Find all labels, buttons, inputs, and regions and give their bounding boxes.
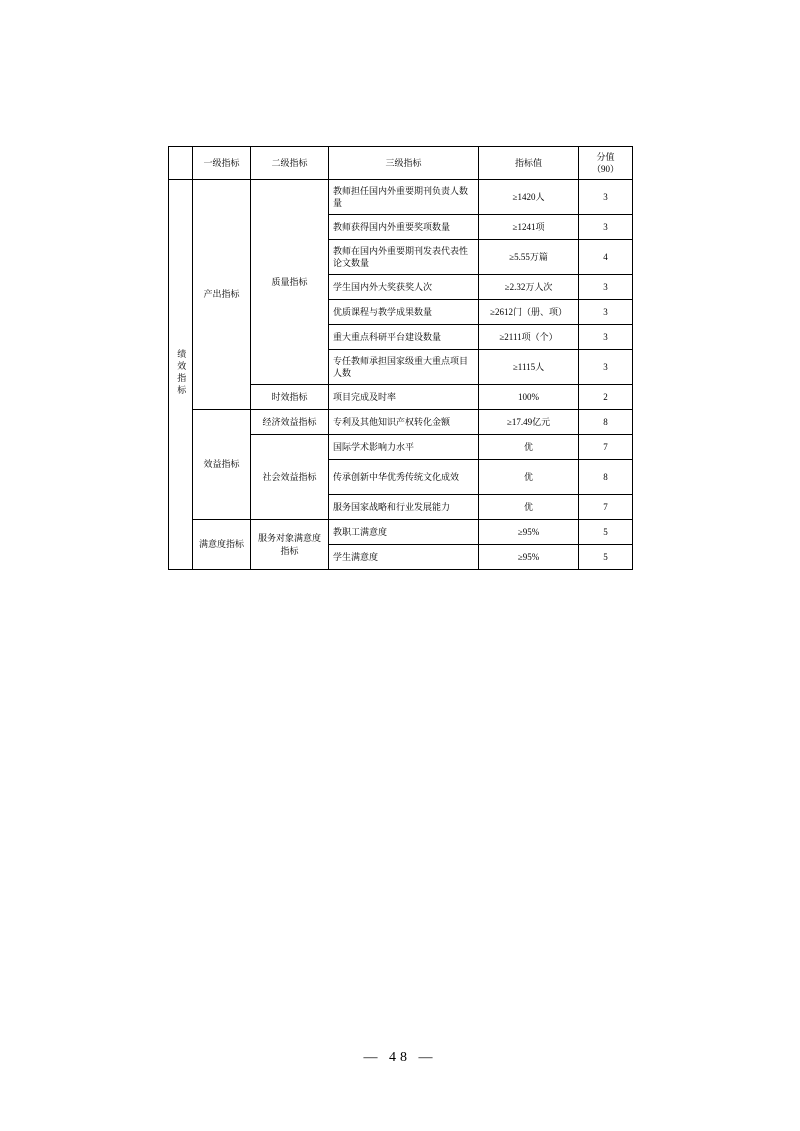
header-score-sub: （90） xyxy=(591,164,619,174)
performance-indicator-table xyxy=(168,146,633,570)
row-level3: 项目完成及时率 xyxy=(329,385,479,410)
header-value: 指标值 xyxy=(479,147,579,180)
row-score: 2 xyxy=(579,385,633,410)
row-value: 优 xyxy=(479,460,579,495)
row-value: ≥95% xyxy=(479,520,579,545)
row-value: ≥1420人 xyxy=(479,180,579,215)
table-row xyxy=(169,180,633,215)
subgroup-timeliness-cell: 时效指标 xyxy=(251,385,329,410)
row-value: ≥17.49亿元 xyxy=(479,410,579,435)
subgroup-economic-cell: 经济效益指标 xyxy=(251,410,329,435)
table-row xyxy=(169,410,633,435)
row-value: ≥1115人 xyxy=(479,350,579,385)
row-score: 8 xyxy=(579,460,633,495)
row-value: 100% xyxy=(479,385,579,410)
row-level3: 传承创新中华优秀传统文化成效 xyxy=(329,460,479,495)
page-number: — 48 — xyxy=(363,1050,437,1065)
subgroup-service-object-cell: 服务对象满意度指标 xyxy=(251,520,329,570)
row-value: ≥2.32万人次 xyxy=(479,275,579,300)
row-level3: 学生满意度 xyxy=(329,545,479,570)
row-score: 7 xyxy=(579,495,633,520)
row-level3: 学生国内外大奖获奖人次 xyxy=(329,275,479,300)
row-level3: 教师担任国内外重要期刊负责人数量 xyxy=(329,180,479,215)
row-level3: 专利及其他知识产权转化金额 xyxy=(329,410,479,435)
row-value: ≥1241项 xyxy=(479,215,579,240)
row-level3: 教师在国内外重要期刊发表代表性论文数量 xyxy=(329,240,479,275)
row-level3: 重大重点科研平台建设数量 xyxy=(329,325,479,350)
group-benefit-cell: 效益指标 xyxy=(193,410,251,520)
row-value: 优 xyxy=(479,435,579,460)
row-level3: 教师获得国内外重要奖项数量 xyxy=(329,215,479,240)
table-row xyxy=(169,520,633,545)
row-score: 8 xyxy=(579,410,633,435)
subgroup-quality-cell: 质量指标 xyxy=(251,180,329,385)
indicator-table-container xyxy=(168,146,632,570)
table-header-row xyxy=(169,147,633,180)
row-score: 3 xyxy=(579,180,633,215)
header-score-label: 分值 xyxy=(596,151,615,162)
subgroup-social-cell: 社会效益指标 xyxy=(251,435,329,520)
row-value: ≥95% xyxy=(479,545,579,570)
header-level2: 二级指标 xyxy=(251,147,329,180)
header-level1: 一级指标 xyxy=(193,147,251,180)
header-score xyxy=(579,147,633,180)
row-score: 4 xyxy=(579,240,633,275)
row-score: 7 xyxy=(579,435,633,460)
row-level3: 专任教师承担国家级重大重点项目人数 xyxy=(329,350,479,385)
row-level3: 国际学术影响力水平 xyxy=(329,435,479,460)
header-level3: 三级指标 xyxy=(329,147,479,180)
row-score: 3 xyxy=(579,350,633,385)
row-value: ≥5.55万篇 xyxy=(479,240,579,275)
row-score: 5 xyxy=(579,520,633,545)
row-value: ≥2612门（册、项） xyxy=(479,300,579,325)
row-level3: 优质课程与教学成果数量 xyxy=(329,300,479,325)
row-score: 3 xyxy=(579,325,633,350)
group-output-cell: 产出指标 xyxy=(193,180,251,410)
row-level3: 教职工满意度 xyxy=(329,520,479,545)
row-score: 5 xyxy=(579,545,633,570)
row-score: 3 xyxy=(579,215,633,240)
group-performance-label: 绩效指标 xyxy=(176,348,187,397)
row-value: ≥2111项（个） xyxy=(479,325,579,350)
row-score: 3 xyxy=(579,275,633,300)
group-performance-cell xyxy=(169,180,193,570)
row-level3: 服务国家战略和行业发展能力 xyxy=(329,495,479,520)
group-satisfaction-cell: 满意度指标 xyxy=(193,520,251,570)
header-blank-cell xyxy=(169,147,193,180)
row-score: 3 xyxy=(579,300,633,325)
row-value: 优 xyxy=(479,495,579,520)
